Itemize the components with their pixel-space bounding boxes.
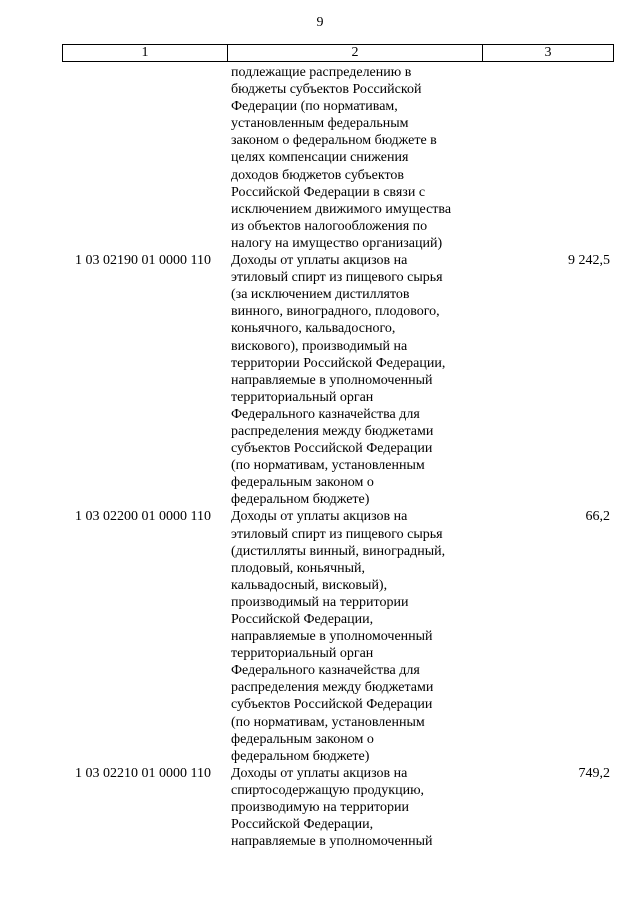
description-line: территориальный орган (231, 646, 374, 662)
description-line: направляемые в уполномоченный (231, 834, 433, 850)
description-line: этиловый спирт из пищевого сырья (231, 270, 443, 286)
description-line: Федерации (по нормативам, (231, 99, 398, 115)
income-description (227, 64, 482, 252)
description-line: Российской Федерации в связи с (231, 184, 426, 200)
description-line: целях компенсации снижения (231, 150, 409, 166)
table-row (62, 252, 614, 508)
description-line: подлежащие распределению в (231, 65, 412, 80)
description-line: из объектов налогообложения по (231, 218, 428, 234)
description-line: этиловый спирт из пищевого сырья (231, 526, 443, 542)
description-line: исключением движимого имущества (231, 201, 452, 217)
column-header-description: 2 (228, 45, 483, 61)
description-line: плодовый, коньячный, (231, 560, 366, 576)
description-line: субъектов Российской Федерации (231, 441, 433, 457)
budget-classification-code: 1 03 02210 01 0000 110 (75, 765, 211, 781)
description-line: установленным федеральным (231, 116, 409, 132)
description-line: направляемые в уполномоченный (231, 372, 433, 388)
description-line: Российской Федерации, (231, 612, 374, 627)
description-line: Федерального казначейства для (231, 406, 420, 422)
page-number: 9 (316, 15, 324, 30)
amount-value: 9 242,5 (568, 253, 610, 269)
description-line: (за исключением дистиллятов (231, 287, 410, 303)
description-line: кальвадосный, висковый), (231, 577, 388, 593)
description-line: субъектов Российской Федерации (231, 697, 433, 713)
column-header-code: 1 (63, 45, 228, 61)
amount-value: 66,2 (585, 509, 610, 525)
description-line: спиртосодержащую продукцию, (231, 782, 425, 798)
description-line: распределения между бюджетами (231, 680, 434, 696)
description-line: федеральным законом о (231, 731, 374, 747)
description-line: производимую на территории (231, 800, 410, 816)
description-line: вискового), производимый на (231, 338, 408, 354)
description-line: направляемые в уполномоченный (231, 629, 433, 645)
description-line: территории Российской Федерации, (231, 355, 446, 371)
description-line: Федерального казначейства для (231, 663, 420, 679)
description-line: бюджеты субъектов Российской (231, 82, 422, 98)
description-line: производимый на территории (231, 594, 409, 610)
column-header-amount: 3 (544, 45, 552, 60)
table-header-row (62, 44, 614, 62)
income-description (227, 252, 482, 508)
budget-classification-code: 1 03 02200 01 0000 110 (75, 509, 211, 525)
income-description (227, 765, 482, 850)
description-line: территориальный орган (231, 389, 374, 405)
description-line: федеральном бюджете) (231, 492, 370, 508)
description-line: Доходы от уплаты акцизов на (231, 509, 408, 525)
table-row (62, 508, 614, 764)
description-line: винного, виноградного, плодового, (231, 304, 440, 320)
description-line: Доходы от уплаты акцизов на (231, 253, 408, 269)
description-line: федеральным законом о (231, 475, 374, 491)
description-line: федеральном бюджете) (231, 748, 370, 764)
table-body (62, 64, 614, 850)
table-row (62, 765, 614, 850)
description-line: доходов бюджетов субъектов (231, 167, 405, 183)
income-description (227, 508, 482, 764)
table-row (62, 64, 614, 252)
description-line: (по нормативам, установленным (231, 458, 425, 474)
amount-value: 749,2 (578, 765, 610, 781)
budget-classification-code: 1 03 02190 01 0000 110 (75, 253, 211, 269)
description-line: (дистилляты винный, виноградный, (231, 543, 446, 559)
description-line: Российской Федерации, (231, 817, 374, 833)
description-line: (по нормативам, установленным (231, 714, 425, 730)
description-line: коньячного, кальвадосного, (231, 321, 396, 337)
description-line: распределения между бюджетами (231, 423, 434, 439)
description-line: налогу на имущество организаций) (231, 235, 443, 251)
description-line: Доходы от уплаты акцизов на (231, 765, 408, 781)
description-line: законом о федеральном бюджете в (231, 133, 437, 149)
